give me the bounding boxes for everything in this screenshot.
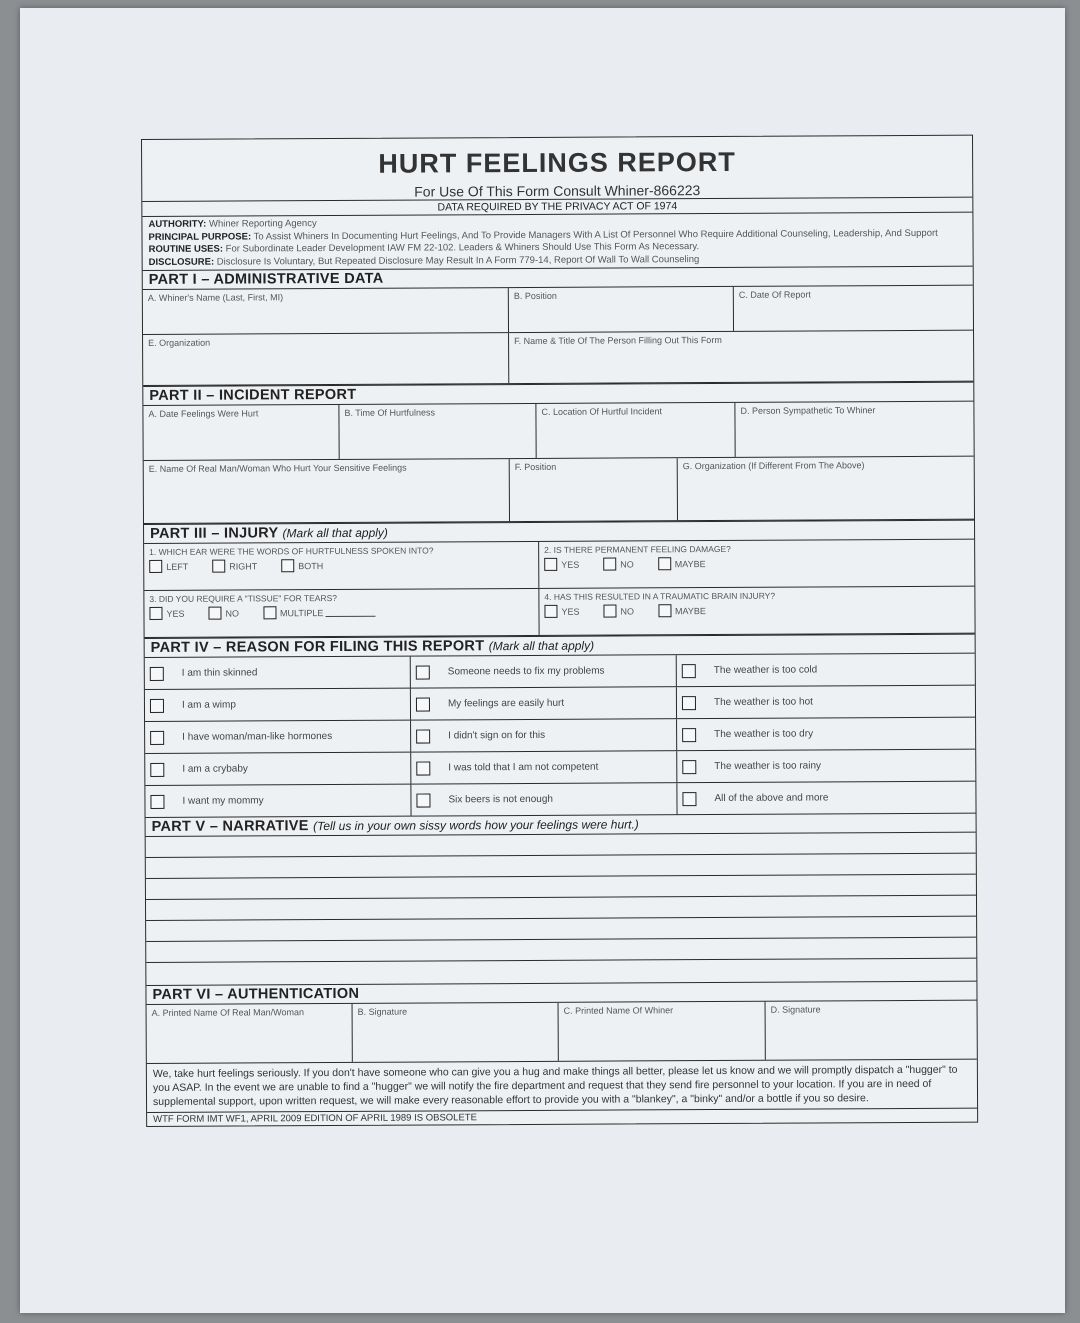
date-of-report-field[interactable]: C. Date Of Report bbox=[738, 289, 811, 300]
hurt-feelings-form bbox=[141, 135, 978, 1127]
reason-checkbox[interactable] bbox=[682, 792, 696, 806]
checkbox-damage-maybe[interactable] bbox=[658, 557, 671, 570]
reason-option[interactable]: The weather is too rainy bbox=[677, 750, 975, 783]
person-filling-form-field[interactable]: F. Name & Title Of The Person Filling Out This Form bbox=[514, 334, 722, 347]
part6-heading: PART VI – AUTHENTICATION bbox=[146, 982, 976, 1005]
reason-checkbox[interactable] bbox=[150, 794, 164, 808]
reason-checkbox[interactable] bbox=[682, 760, 696, 774]
reason-checkbox[interactable] bbox=[150, 762, 164, 776]
checkbox-tissue-no[interactable] bbox=[208, 607, 221, 620]
checkbox-tbi-yes[interactable] bbox=[544, 605, 557, 618]
checkbox-damage-no[interactable] bbox=[603, 558, 616, 571]
checkbox-both-ears[interactable] bbox=[281, 559, 294, 572]
reason-row bbox=[145, 750, 975, 786]
reason-checkbox[interactable] bbox=[150, 666, 164, 680]
reason-checkbox[interactable] bbox=[682, 728, 696, 742]
part1-row1 bbox=[143, 286, 973, 335]
part3-heading: PART III – INJURY (Mark all that apply) bbox=[144, 520, 974, 544]
reason-checkbox[interactable] bbox=[416, 793, 430, 807]
principal-purpose-line: PRINCIPAL PURPOSE: To Assist Whiners In Documenting Hurt Feelings, And To Provide Managers With A List Of Personnel Who Require Additional Counseling, Leadership, And Support bbox=[148, 227, 938, 243]
narrative-area[interactable] bbox=[146, 833, 977, 986]
reason-checkbox[interactable] bbox=[682, 696, 696, 710]
reason-checkbox[interactable] bbox=[150, 730, 164, 744]
form-identifier: WTF FORM IMT WF1, APRIL 2009 EDITION OF APRIL 1989 IS OBSOLETE bbox=[153, 1112, 477, 1125]
privacy-act-notice: DATA REQUIRED BY THE PRIVACY ACT OF 1974 bbox=[142, 197, 972, 216]
question-tissue: 3. DID YOU REQUIRE A "TISSUE" FOR TEARS? YES NO MULTIPLE bbox=[144, 589, 539, 637]
form-header bbox=[142, 136, 972, 201]
organization-field[interactable]: E. Organization bbox=[143, 333, 509, 385]
position-field[interactable]: B. Position bbox=[509, 287, 734, 332]
reason-option[interactable]: I have woman/man-like hormones bbox=[145, 721, 411, 753]
reason-row bbox=[145, 654, 975, 690]
reason-option[interactable]: My feelings are easily hurt bbox=[411, 687, 677, 719]
reason-row bbox=[145, 718, 975, 754]
reason-row bbox=[145, 686, 975, 722]
question-feeling-damage: 2. IS THERE PERMANENT FEELING DAMAGE? YES NO MAYBE bbox=[544, 543, 731, 570]
sympathetic-person-field[interactable]: D. Person Sympathetic To Whiner bbox=[740, 405, 876, 416]
offender-organization-field[interactable]: G. Organization (If Different From The Above) bbox=[682, 460, 865, 472]
printed-name-whiner-field[interactable]: C. Printed Name Of Whiner bbox=[559, 1002, 766, 1061]
whiner-signature-field[interactable]: D. Signature bbox=[770, 1004, 821, 1015]
form-subtitle: For Use Of This Form Consult Whiner-866223 bbox=[414, 182, 701, 200]
reason-checkbox[interactable] bbox=[416, 697, 430, 711]
printed-name-real-person-field[interactable]: A. Printed Name Of Real Man/Woman bbox=[147, 1004, 353, 1063]
offender-name-field[interactable]: E. Name Of Real Man/Woman Who Hurt Your Sensitive Feelings bbox=[144, 459, 510, 523]
paper-sheet bbox=[20, 8, 1065, 1313]
checkbox-damage-yes[interactable] bbox=[544, 558, 557, 571]
reason-checkbox[interactable] bbox=[416, 729, 430, 743]
time-of-hurtfulness-field[interactable]: B. Time Of Hurtfulness bbox=[339, 404, 536, 459]
part2-row1 bbox=[143, 402, 973, 461]
offender-position-field[interactable]: F. Position bbox=[510, 458, 678, 521]
real-person-signature-field[interactable]: B. Signature bbox=[353, 1003, 559, 1062]
reasons-grid bbox=[145, 654, 976, 818]
reason-option[interactable]: I am thin skinned bbox=[145, 657, 411, 689]
part1-heading: PART I – ADMINISTRATIVE DATA bbox=[143, 266, 973, 290]
reason-checkbox[interactable] bbox=[416, 761, 430, 775]
part1-row2 bbox=[143, 331, 973, 386]
question-brain-injury: 4. HAS THIS RESULTED IN A TRAUMATIC BRAIN INJURY? YES NO MAYBE bbox=[544, 590, 776, 617]
part2-row2 bbox=[144, 457, 974, 524]
checkbox-right-ear[interactable] bbox=[212, 560, 225, 573]
reason-option[interactable]: I didn't sign on for this bbox=[411, 719, 677, 751]
reason-option[interactable]: Someone needs to fix my problems bbox=[411, 655, 677, 687]
part3-row1 bbox=[144, 540, 974, 591]
footer-statement: We, take hurt feelings seriously. If you don't have someone who can give you a hug and make things all better, please let us know and we will promptly dispatch a "hugger" to you ASAP. In the event we are unable to find a "hugger" we will notify the fire department and request that they send fire personnel to your location. If you are in need of supplemental support, upon written request, we will make every reasonable effort to provide you with a "blankey", a "binky" and/or a bottle if you so desire. bbox=[147, 1060, 977, 1113]
part3-row2 bbox=[144, 587, 974, 638]
location-of-incident-field[interactable]: C. Location Of Hurtful Incident bbox=[536, 403, 735, 458]
reason-option[interactable]: Six beers is not enough bbox=[411, 783, 677, 815]
reason-checkbox[interactable] bbox=[416, 665, 430, 679]
reason-option[interactable]: All of the above and more bbox=[677, 782, 975, 815]
reason-row bbox=[145, 782, 975, 818]
question-ear: 1. WHICH EAR WERE THE WORDS OF HURTFULNESS SPOKEN INTO? LEFT RIGHT BOTH bbox=[144, 542, 539, 590]
reason-option[interactable]: I want my mommy bbox=[145, 785, 411, 817]
checkbox-tissue-multiple[interactable] bbox=[263, 606, 276, 619]
reason-option[interactable]: The weather is too cold bbox=[677, 654, 975, 687]
reason-option[interactable]: The weather is too dry bbox=[677, 718, 975, 751]
reason-checkbox[interactable] bbox=[150, 698, 164, 712]
reason-option[interactable]: I was told that I am not competent bbox=[411, 751, 677, 783]
routine-uses-line: ROUTINE USES: For Subordinate Leader Development IAW FM 22-102. Leaders & Whiners Should Use This Form As Necessary. bbox=[148, 241, 700, 255]
part4-heading: PART IV – REASON FOR FILING THIS REPORT (Mark all that apply) bbox=[145, 634, 975, 658]
checkbox-tissue-yes[interactable] bbox=[149, 607, 162, 620]
checkbox-tbi-maybe[interactable] bbox=[658, 604, 671, 617]
whiner-name-field[interactable]: A. Whiner's Name (Last, First, MI) bbox=[143, 288, 509, 334]
part5-heading: PART V – NARRATIVE (Tell us in your own sissy words how your feelings were hurt.) bbox=[146, 814, 976, 837]
disclosure-line: DISCLOSURE: Disclosure Is Voluntary, But Repeated Disclosure May Result In A Form 779-14, Report Of Wall To Wall Counseling bbox=[148, 253, 700, 268]
reason-option[interactable]: I am a crybaby bbox=[145, 753, 411, 785]
part6-row bbox=[147, 1001, 977, 1064]
form-title: HURT FEELINGS REPORT bbox=[378, 146, 736, 179]
checkbox-left-ear[interactable] bbox=[149, 560, 162, 573]
part2-heading: PART II – INCIDENT REPORT bbox=[143, 382, 973, 406]
reason-checkbox[interactable] bbox=[682, 664, 696, 678]
reason-option[interactable]: The weather is too hot bbox=[677, 686, 975, 719]
date-feelings-hurt-field[interactable]: A. Date Feelings Were Hurt bbox=[143, 405, 339, 460]
checkbox-tbi-no[interactable] bbox=[603, 605, 616, 618]
authority-line: AUTHORITY: Whiner Reporting Agency bbox=[148, 218, 317, 230]
reason-option[interactable]: I am a wimp bbox=[145, 689, 411, 721]
authority-block bbox=[142, 212, 972, 270]
